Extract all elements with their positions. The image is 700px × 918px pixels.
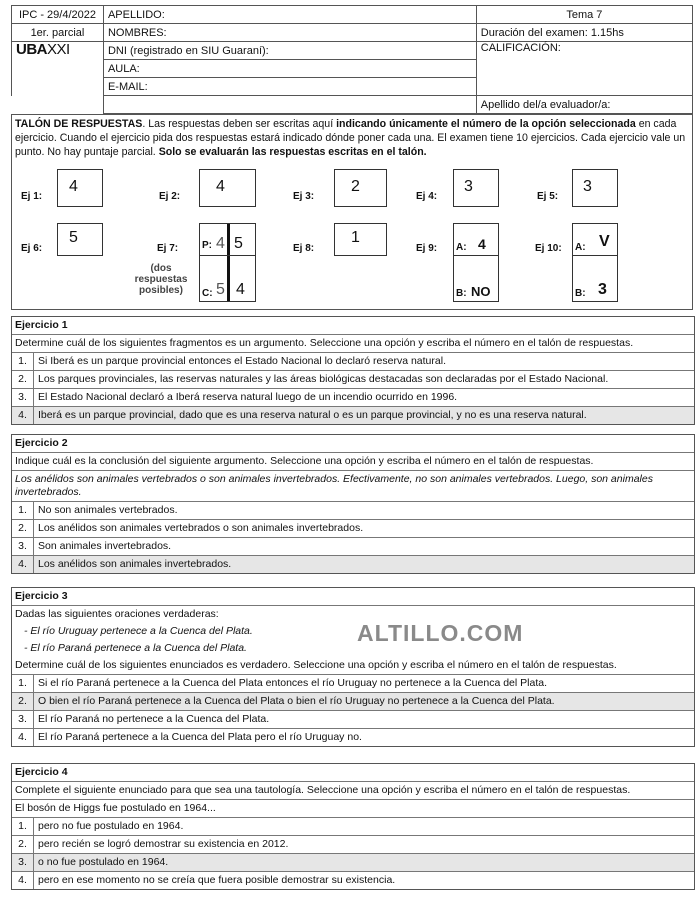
exercise-3-instruction: Determine cuál de los siguientes enunciados es verdadero. Seleccione una opción y escriba el número en el talón de respuestas. <box>15 659 617 671</box>
ej5-label: Ej 5: <box>537 191 559 202</box>
exercise-4-option-2: 2. pero recién se logró demostrar su existencia en 2012. <box>12 835 694 853</box>
exercise-4-option-3: 3. o no fue postulado en 1964. <box>12 853 694 871</box>
answer-sheet-instructions: TALÓN DE RESPUESTAS. Las respuestas deben ser escritas aquí indicando únicamente el número de la opción seleccionada en cada ejercicio. Cuando el ejercicio pida dos respuestas estará indicado dónde poner cada una. El examen tiene 10 ejercicios. Cada ejercicio vale un punto. No hay puntaje parcial. Solo se evaluarán las respuestas escritas en el talón. <box>15 118 686 158</box>
ej2-label: Ej 2: <box>159 191 181 202</box>
exercise-2-option-2: 2. Los anélidos son animales vertebrados o son animales invertebrados. <box>12 519 694 537</box>
ej9-a-label: A: <box>456 242 467 253</box>
ej3-answer-box[interactable] <box>334 169 387 207</box>
exercise-3-option-3: 3. El río Paraná no pertenece a la Cuenca del Plata. <box>12 710 694 728</box>
ej4-answer: 3 <box>464 178 473 195</box>
ej10-b-answer: 3 <box>598 281 607 298</box>
exercise-1-title: Ejercicio 1 <box>15 319 68 331</box>
ej6-answer-box[interactable] <box>57 223 103 256</box>
exercise-4 <box>11 763 695 890</box>
ej1-label: Ej 1: <box>21 191 43 202</box>
ej7-p-answer-1: 4 <box>216 235 225 252</box>
exercise-4-option-4: 4. pero en ese momento no se creía que fuera posible demostrar su existencia. <box>12 871 694 889</box>
exercise-2-option-4: 4. Los anélidos son animales invertebrados. <box>12 555 694 573</box>
exercise-2-option-3: 3. Son animales invertebrados. <box>12 537 694 555</box>
exercise-3-option-1: 1. Si el río Paraná pertenece a la Cuenca del Plata entonces el río Uruguay no pertenece a la Cuenca del Plata. <box>12 674 694 692</box>
ej7-p-label: P: <box>202 240 212 251</box>
exercise-1 <box>11 316 695 425</box>
ej10-a-label: A: <box>575 242 586 253</box>
ej10-answer-box[interactable] <box>572 223 618 302</box>
tema-label: Tema 7 <box>476 6 692 24</box>
calificacion-field[interactable]: CALIFICACIÓN: <box>476 42 692 96</box>
ej7-note: (dos respuestas posibles) <box>134 263 188 296</box>
exercise-2-argument: Los anélidos son animales vertebrados o son animales invertebrados. Efectivamente, no son animales vertebrados. Luego, son animales invertebrados. <box>12 470 694 501</box>
ej4-label: Ej 4: <box>416 191 438 202</box>
ej1-answer-box[interactable] <box>57 169 103 207</box>
ej7-row-divider <box>200 255 255 256</box>
exercise-3-intro: Dadas las siguientes oraciones verdaderas: <box>12 605 694 623</box>
ej10-b-label: B: <box>575 288 586 299</box>
exercise-2-title: Ejercicio 2 <box>15 437 68 449</box>
email-field[interactable]: E-MAIL: <box>103 78 476 96</box>
ej4-answer-box[interactable] <box>453 169 499 207</box>
ej6-label: Ej 6: <box>21 243 43 254</box>
ej5-answer: 3 <box>583 178 592 195</box>
parcial-label: 1er. parcial <box>12 24 104 42</box>
ej9-label: Ej 9: <box>416 243 438 254</box>
ej9-b-label: B: <box>456 288 467 299</box>
ej7-c-answer-2: 4 <box>236 281 245 298</box>
answer-sheet <box>11 114 693 310</box>
ej8-answer-box[interactable] <box>334 223 387 256</box>
exercise-3-title: Ejercicio 3 <box>15 590 68 602</box>
apellido-field[interactable]: APELLIDO: <box>103 6 476 24</box>
ej2-answer-box[interactable] <box>199 169 256 207</box>
ej10-row-divider <box>573 255 617 256</box>
ej9-a-answer: 4 <box>478 236 486 252</box>
ej10-a-answer: V <box>599 233 610 250</box>
exam-date: IPC - 29/4/2022 <box>12 6 104 24</box>
ej9-row-divider <box>454 255 498 256</box>
exercise-1-instruction: Determine cuál de los siguientes fragmentos es un argumento. Seleccione una opción y escriba el número en el talón de respuestas. <box>12 334 694 352</box>
altillo-watermark: ALTILLO.COM <box>357 620 524 646</box>
aula-field[interactable]: AULA: <box>103 60 476 78</box>
ej7-p-answer-2: 5 <box>234 235 243 252</box>
ej2-answer: 4 <box>216 178 225 195</box>
exercise-2-option-1: 1. No son animales vertebrados. <box>12 501 694 519</box>
ej7-label: Ej 7: <box>157 243 179 254</box>
duracion-label: Duración del examen: 1.15hs <box>476 24 692 42</box>
exam-header <box>11 5 693 114</box>
exercise-3-option-2: 2. O bien el río Paraná pertenece a la Cuenca del Plata o bien el río Uruguay no pertenece a la Cuenca del Plata. <box>12 692 694 710</box>
ej10-label: Ej 10: <box>535 243 562 254</box>
evaluador-field[interactable]: Apellido del/a evaluador/a: <box>476 96 692 114</box>
email-field-blank <box>103 96 476 114</box>
exercise-1-option-2: 2. Los parques provinciales, las reservas naturales y las áreas biológicas destacadas son declaradas por el Estado Nacional. <box>12 370 694 388</box>
ej5-answer-box[interactable] <box>572 169 618 207</box>
ej7-divider <box>227 224 230 301</box>
ej7-c-label: C: <box>202 288 213 299</box>
ej9-answer-box[interactable] <box>453 223 499 302</box>
exercise-2 <box>11 434 695 574</box>
nombres-field[interactable]: NOMBRES: <box>103 24 476 42</box>
ej6-answer: 5 <box>69 229 78 246</box>
exercise-3 <box>11 587 695 747</box>
ej3-label: Ej 3: <box>293 191 315 202</box>
exercise-4-option-1: 1. pero no fue postulado en 1964. <box>12 817 694 835</box>
exercise-4-title: Ejercicio 4 <box>15 766 68 778</box>
exercise-1-option-1: 1. Si Iberá es un parque provincial entonces el Estado Nacional lo declaró reserva natural. <box>12 352 694 370</box>
exercise-4-stem: El bosón de Higgs fue postulado en 1964... <box>12 799 694 817</box>
exercise-1-option-4: 4. Iberá es un parque provincial, dado que es una reserva natural o es un parque provincial, y no es una reserva natural. <box>12 406 694 424</box>
ej8-answer: 1 <box>351 229 360 246</box>
ej7-c-answer-1: 5 <box>216 281 225 298</box>
uba-xxi-logo: UBAXXI <box>12 42 104 96</box>
ej3-answer: 2 <box>351 178 360 195</box>
ej1-answer: 4 <box>69 178 78 195</box>
exercise-2-instruction: Indique cuál es la conclusión del siguiente argumento. Seleccione una opción y escriba el número en el talón de respuestas. <box>12 452 694 470</box>
exercise-3-premise-2: - El río Paraná pertenece a la Cuenca del Plata. <box>24 642 247 654</box>
dni-field[interactable]: DNI (registrado en SIU Guaraní): <box>103 42 476 60</box>
exercise-1-option-3: 3. El Estado Nacional declaró a Iberá reserva natural luego de un incendio ocurrido en 1996. <box>12 388 694 406</box>
exercise-3-premise-1: - El río Uruguay pertenece a la Cuenca del Plata. <box>24 625 253 637</box>
exercise-4-instruction: Complete el siguiente enunciado para que sea una tautología. Seleccione una opción y escriba el número en el talón de respuestas. <box>12 781 694 799</box>
exercise-3-option-4: 4. El río Paraná pertenece a la Cuenca del Plata pero el río Uruguay no. <box>12 728 694 746</box>
ej9-b-answer: NO <box>471 284 491 299</box>
ej7-answer-box[interactable] <box>199 223 256 302</box>
ej8-label: Ej 8: <box>293 243 315 254</box>
